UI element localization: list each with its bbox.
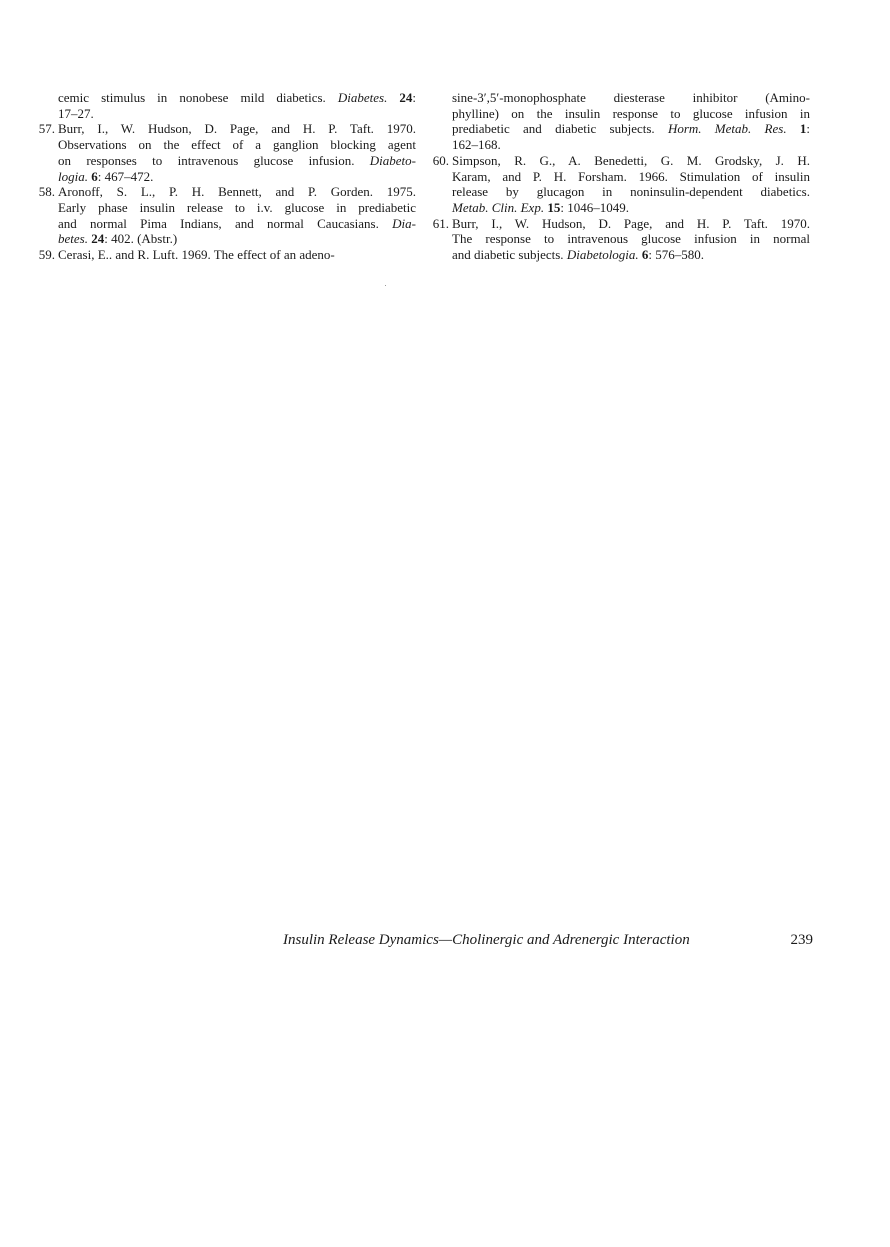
reference-text: : 467–472.: [97, 168, 154, 184]
reference-line: [452, 231, 810, 247]
reference-line: [58, 153, 416, 169]
volume-number: 6: [641, 247, 649, 263]
volume-number: 24: [91, 231, 105, 247]
reference-line: [58, 169, 416, 185]
reference-text: Aronoff, S. L., P. H. Bennett, and P. Gorden. 1975.: [58, 184, 416, 200]
reference-line: [452, 216, 810, 232]
reference-entry: [432, 215, 810, 263]
reference-line: [452, 169, 810, 185]
reference-number: 59.: [38, 247, 55, 263]
volume-number: 24: [399, 90, 413, 105]
reference-entry: [432, 152, 810, 216]
journal-title: betes.: [58, 231, 88, 247]
reference-text: The response to intravenous glucose infusion in normal: [452, 231, 810, 247]
reference-number: 58.: [38, 184, 55, 200]
reference-text: [787, 121, 800, 136]
reference-text: and diabetic subjects.: [452, 247, 567, 263]
reference-line: [452, 106, 810, 122]
journal-title: Metab. Clin. Exp.: [452, 199, 545, 215]
reference-number: 60.: [432, 152, 449, 168]
reference-number: 61.: [432, 215, 449, 231]
reference-text: : 576–580.: [648, 247, 705, 263]
reference-text: cemic stimulus in nonobese mild diabetics.: [58, 90, 338, 105]
reference-line: [58, 247, 416, 263]
reference-line: [58, 231, 416, 247]
reference-line: [58, 137, 416, 153]
reference-text: prediabetic and diabetic subjects.: [452, 121, 668, 137]
reference-number: 57.: [38, 121, 55, 137]
reference-line: [452, 184, 810, 200]
reference-line: [452, 137, 810, 153]
reference-line: [452, 90, 810, 106]
references-column-right: [432, 90, 810, 263]
scan-speck: [385, 285, 386, 286]
reference-text: 17–27.: [58, 105, 94, 121]
reference-line: [58, 200, 416, 216]
reference-text: on responses to intravenous glucose infusion.: [58, 152, 370, 168]
journal-title: Horm. Metab. Res.: [667, 121, 787, 137]
reference-text: Cerasi, E.. and R. Luft. 1969. The effect of an adeno-: [58, 247, 335, 263]
journal-title: Diabeto-: [369, 152, 416, 168]
reference-text: release by glucagon in noninsulin-dependent diabetics.: [452, 184, 810, 200]
reference-text: Karam, and P. H. Forsham. 1966. Stimulation of insulin: [452, 168, 810, 184]
reference-text: [387, 90, 399, 105]
reference-entry: [58, 90, 416, 121]
reference-text: :: [412, 90, 416, 105]
journal-title: Diabetes.: [337, 90, 388, 105]
reference-text: Observations on the effect of a ganglion blocking agent: [58, 137, 416, 153]
volume-number: 1: [799, 121, 807, 137]
reference-text: Burr, I., W. Hudson, D. Page, and H. P. Taft. 1970.: [58, 121, 416, 137]
reference-text: phylline) on the insulin response to glucose infusion in: [452, 105, 810, 121]
reference-line: [452, 121, 810, 137]
reference-text: :: [806, 121, 810, 137]
reference-line: [452, 200, 810, 216]
reference-line: [58, 184, 416, 200]
reference-line: [452, 247, 810, 263]
reference-entry: [38, 121, 416, 184]
journal-title: Diabetologia.: [566, 247, 639, 263]
reference-entry: [38, 184, 416, 247]
reference-text: and normal Pima Indians, and normal Caucasians.: [58, 215, 393, 231]
reference-text: : 1046–1049.: [560, 199, 629, 215]
reference-line: [58, 106, 416, 122]
reference-line: [58, 90, 416, 106]
references-column-left: [38, 90, 416, 263]
reference-text: sine-3′,5′-monophosphate diesterase inhibitor (Amino-: [452, 90, 810, 105]
reference-entry: [452, 90, 810, 153]
reference-line: [452, 153, 810, 169]
reference-line: [58, 216, 416, 232]
reference-text: 162–168.: [452, 137, 501, 153]
reference-text: Simpson, R. G., A. Benedetti, G. M. Grodsky, J. H.: [452, 152, 810, 168]
volume-number: 15: [547, 199, 561, 215]
running-title: Insulin Release Dynamics—Cholinergic and Adrenergic Interaction: [283, 932, 690, 948]
reference-text: Early phase insulin release to i.v. glucose in prediabetic: [58, 199, 416, 215]
journal-title: logia.: [58, 168, 88, 184]
journal-title: Dia-: [392, 215, 416, 231]
volume-number: 6: [91, 168, 98, 184]
reference-text: Burr, I., W. Hudson, D. Page, and H. P. Taft. 1970.: [452, 215, 810, 231]
page-number: 239: [790, 932, 813, 948]
reference-entry: [38, 247, 416, 263]
reference-line: [58, 121, 416, 137]
reference-text: : 402. (Abstr.): [104, 231, 178, 247]
